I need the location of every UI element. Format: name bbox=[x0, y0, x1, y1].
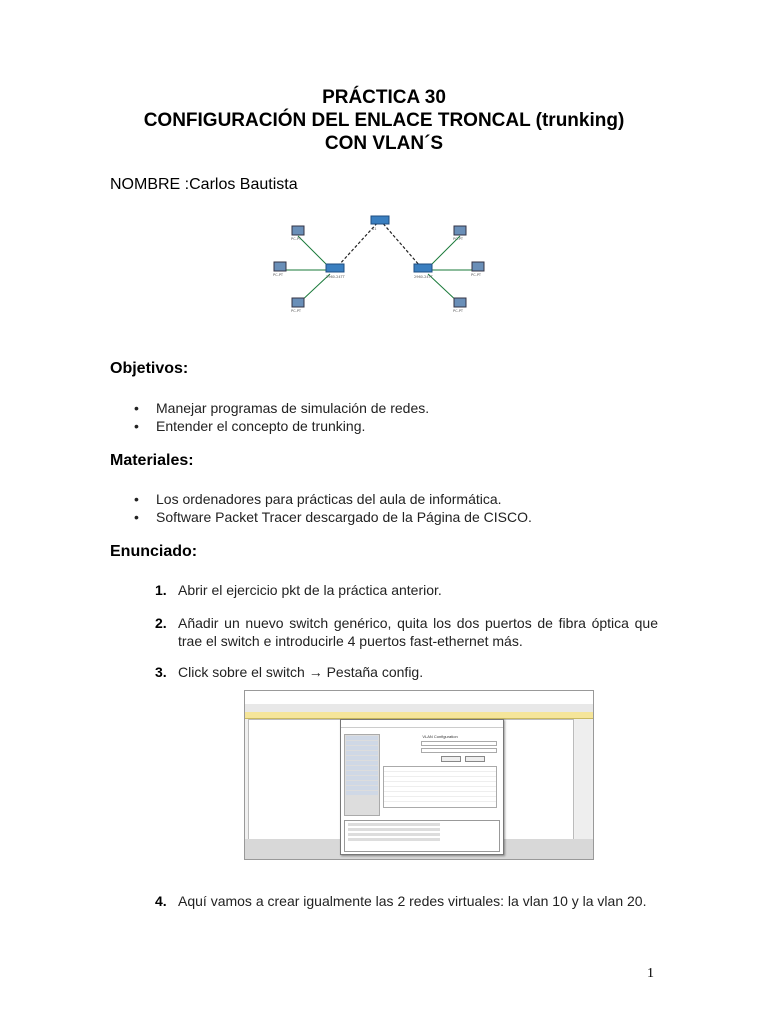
svg-text:PC-PT: PC-PT bbox=[453, 237, 464, 241]
svg-text:PC-PT: PC-PT bbox=[453, 309, 464, 313]
svg-text:2960-24TT: 2960-24TT bbox=[326, 275, 345, 279]
svg-text:S1: S1 bbox=[372, 227, 377, 231]
switch-config-dialog bbox=[340, 719, 504, 855]
step-3: 3. Click sobre el switch → Pestaña config. bbox=[155, 664, 424, 680]
network-topology-figure bbox=[264, 214, 496, 346]
screenshot-tool-panel bbox=[575, 719, 591, 839]
packet-tracer-screenshot bbox=[244, 690, 594, 860]
student-name: NOMBRE :Carlos Bautista bbox=[110, 176, 298, 193]
step-4: 4. Aquí vamos a crear igualmente las 2 redes virtuales: la vlan 10 y la vlan 20. bbox=[155, 893, 647, 909]
page-number: 1 bbox=[647, 966, 654, 981]
screenshot-toolbar bbox=[245, 704, 593, 712]
objetivos-heading: Objetivos: bbox=[110, 360, 189, 377]
svg-text:2960-24TT: 2960-24TT bbox=[414, 275, 433, 279]
materiales-heading: Materiales: bbox=[110, 452, 194, 469]
vlan-config-heading: VLAN Configuration bbox=[422, 734, 458, 739]
title-line-2: CONFIGURACIÓN DEL ENLACE TRONCAL (trunking) bbox=[143, 110, 625, 131]
svg-text:PC-PT: PC-PT bbox=[471, 273, 482, 277]
list-item: • Entender el concepto de trunking. bbox=[134, 418, 366, 434]
config-sidebar bbox=[344, 734, 380, 816]
svg-text:PC-PT: PC-PT bbox=[291, 309, 302, 313]
screenshot-titlebar bbox=[245, 691, 593, 699]
step-1: 1. Abrir el ejercicio pkt de la práctica anterior. bbox=[155, 582, 442, 598]
vlan-config-pane bbox=[381, 734, 499, 814]
switch-icon bbox=[326, 216, 432, 272]
title-line-3: CON VLAN´S bbox=[324, 133, 444, 154]
step-2: 2. Añadir un nuevo switch genérico, quita los dos puertos de fibra óptica que trae el switch e introducirle 4 puertos fast-ethernet más. bbox=[155, 615, 658, 649]
list-item: • Manejar programas de simulación de redes. bbox=[134, 400, 430, 416]
screenshot-workspace-bar bbox=[245, 712, 593, 719]
title-line-1: PRÁCTICA 30 bbox=[322, 87, 446, 108]
svg-text:PC-PT: PC-PT bbox=[291, 237, 302, 241]
svg-text:PC-PT: PC-PT bbox=[273, 273, 284, 277]
list-item: • Software Packet Tracer descargado de la Página de CISCO. bbox=[134, 509, 532, 525]
list-item: • Los ordenadores para prácticas del aula de informática. bbox=[134, 491, 502, 507]
enunciado-heading: Enunciado: bbox=[110, 543, 198, 560]
ios-command-area bbox=[344, 820, 500, 852]
